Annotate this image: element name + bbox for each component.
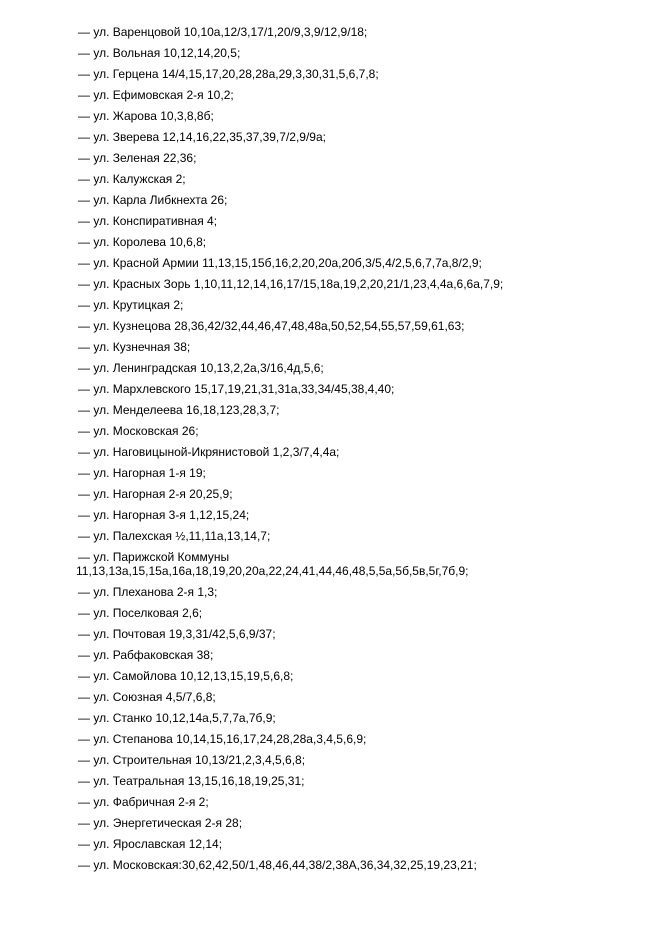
list-item: — ул. Красных Зорь 1,10,11,12,14,16,17/15,18а,19,2,20,21/1,23,4,4а,6,6а,7,9; [78,277,504,291]
list-item: — ул. Ефимовская 2-я 10,2; [78,88,234,102]
list-item: — ул. Зверева 12,14,16,22,35,37,39,7/2,9/9а; [78,130,326,144]
list-item: — ул. Зеленая 22,36; [78,151,197,165]
list-item: — ул. Калужская 2; [78,172,186,186]
list-item: — ул. Фабричная 2-я 2; [78,795,209,809]
list-item: — ул. Варенцовой 10,10а,12/3,17/1,20/9,3,9/12,9/18; [78,25,368,39]
list-item: — ул. Мархлевского 15,17,19,21,31,31а,33,34/45,38,4,40; [78,382,395,396]
list-item: — ул. Герцена 14/4,15,17,20,28,28а,29,3,30,31,5,6,7,8; [78,67,379,81]
list-item: — ул. Московская 26; [78,424,199,438]
list-item-continuation: 11,13,13а,15,15а,16а,18,19,20,20а,22,24,41,44,46,48,5,5а,5б,5в,5г,7б,9; [76,564,469,578]
list-item: — ул. Конспиративная 4; [78,214,218,228]
list-item: — ул. Самойлова 10,12,13,15,19,5,6,8; [78,669,294,683]
list-item: — ул. Московская:30,62,42,50/1,48,46,44,38/2,38А,36,34,32,25,19,23,21; [78,858,477,872]
list-item: — ул. Ярославская 12,14; [78,837,223,851]
list-item: — ул. Строительная 10,13/21,2,3,4,5,6,8; [78,753,306,767]
list-item: — ул. Театральная 13,15,16,18,19,25,31; [78,774,305,788]
list-item: — ул. Менделеева 16,18,123,28,3,7; [78,403,280,417]
list-item: — ул. Плеханова 2-я 1,3; [78,585,218,599]
list-item: — ул. Энергетическая 2-я 28; [78,816,243,830]
list-item: — ул. Нагорная 2-я 20,25,9; [78,487,233,501]
list-item: — ул. Карла Либкнехта 26; [78,193,228,207]
list-item: — ул. Нагорная 1-я 19; [78,466,206,480]
list-item: — ул. Наговицыной-Икрянистовой 1,2,3/7,4,4а; [78,445,340,459]
list-item: — ул. Нагорная 3-я 1,12,15,24; [78,508,250,522]
list-item: — ул. Кузнечная 38; [78,340,191,354]
list-item: — ул. Рабфаковская 38; [78,648,214,662]
list-item: — ул. Почтовая 19,3,31/42,5,6,9/37; [78,627,276,641]
list-item: — ул. Союзная 4,5/7,6,8; [78,690,216,704]
street-list [78,22,648,876]
list-item: — ул. Кузнецова 28,36,42/32,44,46,47,48,48а,50,52,54,55,57,59,61,63; [78,319,465,333]
list-item-line: — ул. Парижской Коммуны [78,550,230,564]
list-item: — ул. Вольная 10,12,14,20,5; [78,46,241,60]
list-item: — ул. Палехская ½,11,11а,13,14,7; [78,529,271,543]
list-item: — ул. Степанова 10,14,15,16,17,24,28,28а,3,4,5,6,9; [78,732,367,746]
list-item-parizhskoy-kommuny [78,547,648,582]
list-item: — ул. Поселковая 2,6; [78,606,203,620]
list-item: — ул. Крутицкая 2; [78,298,184,312]
list-item: — ул. Красной Армии 11,13,15,15б,16,2,20,20а,20б,3/5,4/2,5,6,7,7а,8/2,9; [78,256,482,270]
list-item: — ул. Королева 10,6,8; [78,235,207,249]
list-item: — ул. Жарова 10,3,8,8б; [78,109,214,123]
list-item: — ул. Ленинградская 10,13,2,2а,3/16,4д,5,6; [78,361,324,375]
list-item: — ул. Станко 10,12,14а,5,7,7а,7б,9; [78,711,276,725]
